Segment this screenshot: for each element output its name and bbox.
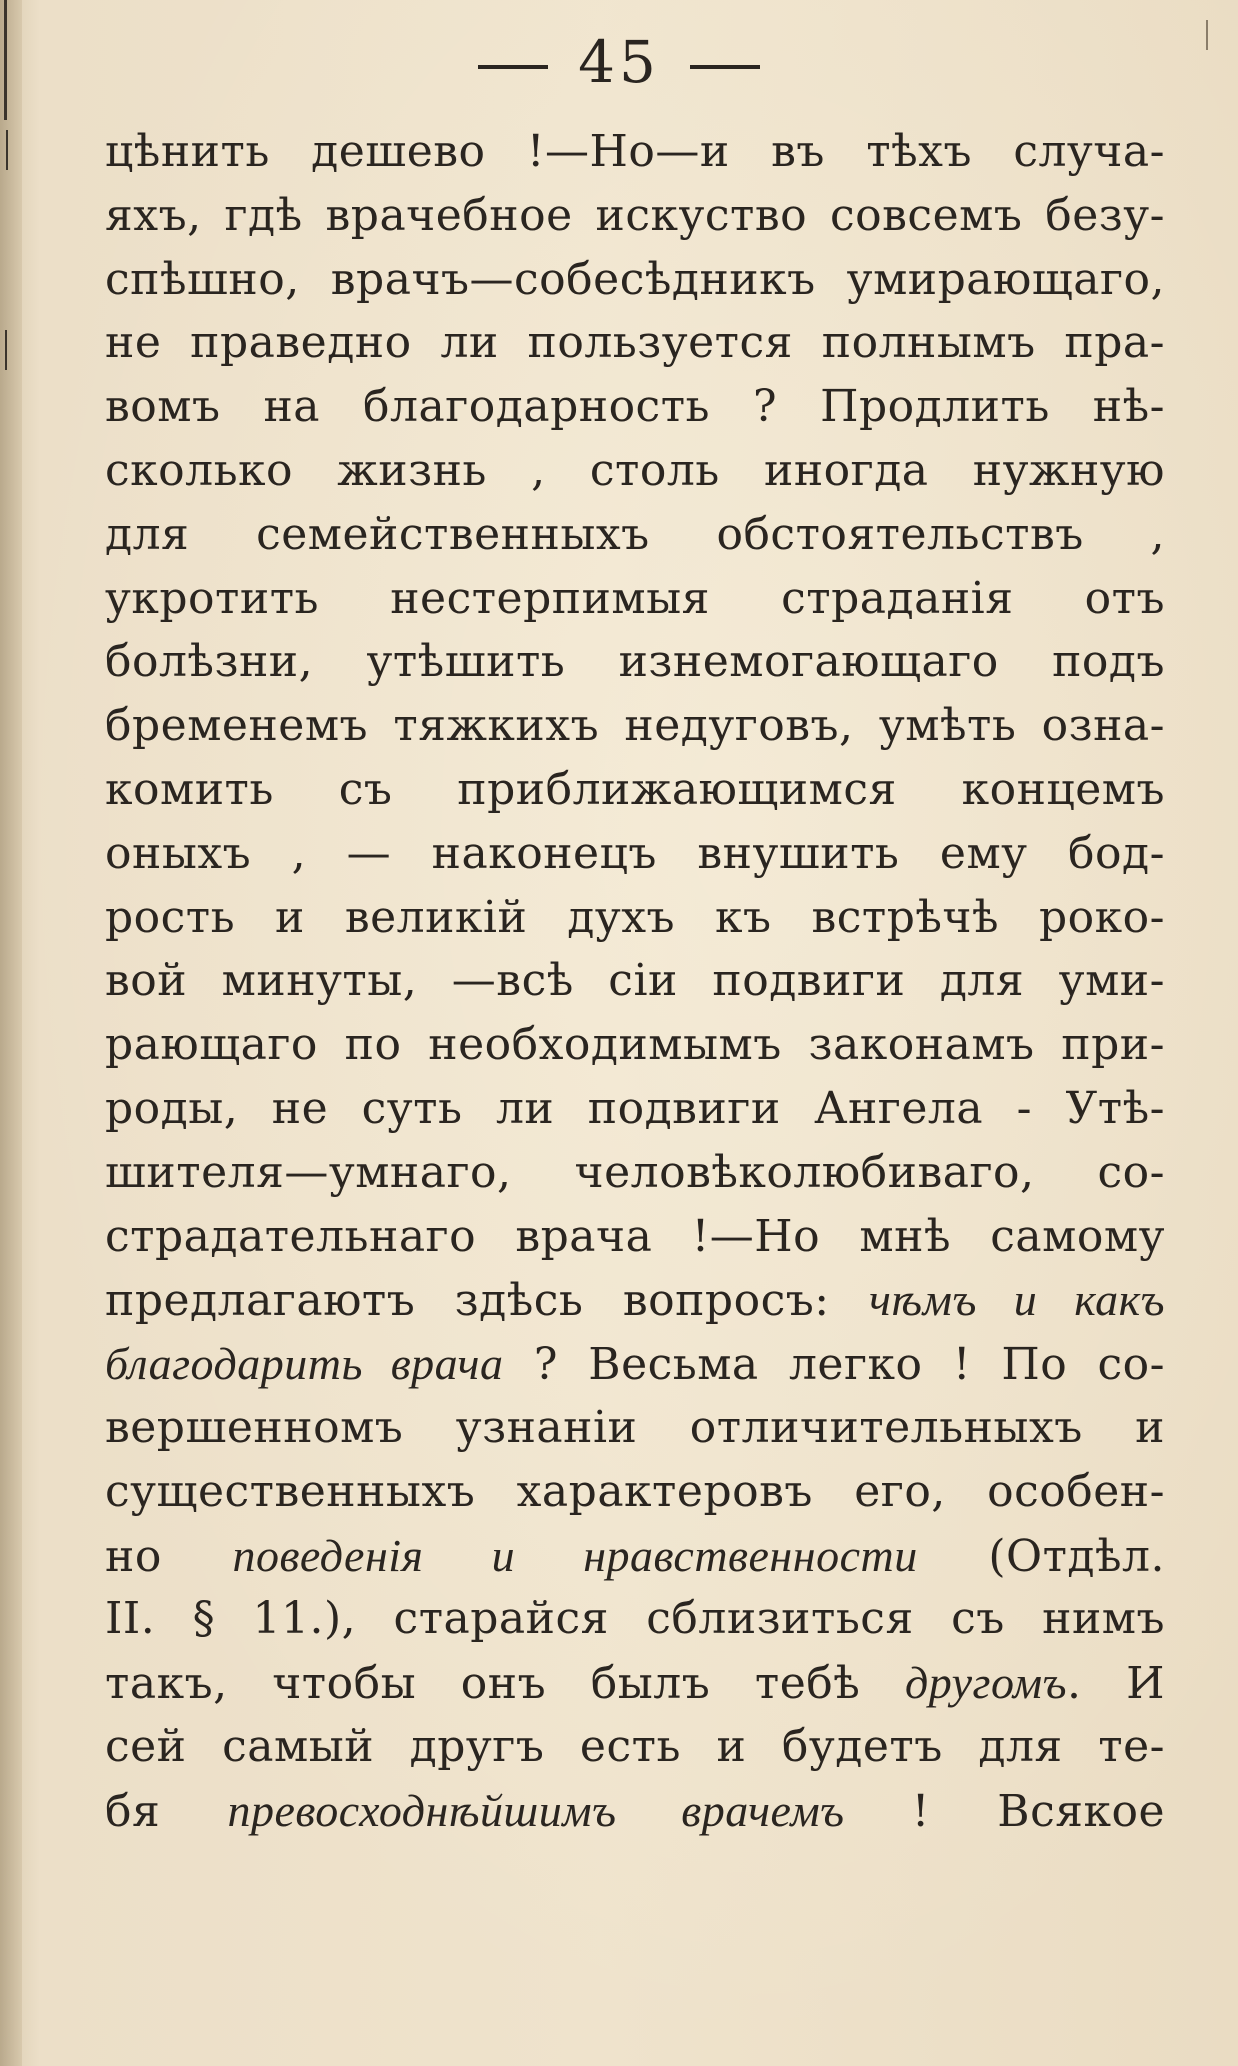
text-run: не праведно ли пользуется полнымъ пра- xyxy=(105,317,1165,369)
text-line xyxy=(105,822,1165,886)
text-line xyxy=(105,1141,1165,1205)
text-line xyxy=(105,375,1165,439)
text-line xyxy=(105,1205,1165,1269)
text-run: вой минуты, —всѣ сіи подвиги для уми- xyxy=(105,955,1165,1007)
italic-text-run: превосходнѣйшимъ врачемъ xyxy=(227,1784,845,1836)
text-run: оныхъ , — наконецъ внушить ему бод- xyxy=(105,827,1165,879)
text-line xyxy=(105,694,1165,758)
text-run: сколько жизнь , столь иногда нужную xyxy=(105,444,1165,496)
text-line xyxy=(105,1013,1165,1077)
text-line xyxy=(105,439,1165,503)
text-run: болѣзни, утѣшить изнемогающаго подъ xyxy=(105,636,1165,688)
text-run: бременемъ тяжкихъ недуговъ, умѣть озна- xyxy=(105,700,1165,752)
text-line xyxy=(105,1715,1165,1779)
text-line xyxy=(105,1524,1165,1588)
text-run: бя xyxy=(105,1785,228,1837)
body-text xyxy=(105,120,1165,1843)
text-run: для семейственныхъ обстоятельствъ , xyxy=(105,508,1165,560)
text-run: вомъ на благодарность ? Продлить нѣ- xyxy=(105,381,1165,433)
text-run: яхъ, гдѣ врачебное искуство совсемъ безу- xyxy=(105,189,1165,241)
text-line xyxy=(105,567,1165,631)
header-dash-left xyxy=(478,65,548,69)
page-header xyxy=(0,28,1238,96)
italic-text-run: чѣмъ и какъ xyxy=(868,1274,1166,1326)
text-line xyxy=(105,1268,1165,1332)
text-run: рающаго по необходимымъ законамъ при- xyxy=(105,1019,1165,1071)
text-run: ? Весьма легко ! По со- xyxy=(503,1339,1165,1391)
text-run: сей самый другъ есть и будетъ для те- xyxy=(105,1720,1165,1772)
text-line xyxy=(105,886,1165,950)
text-line xyxy=(105,1779,1165,1843)
text-run: ! Всякое xyxy=(844,1785,1166,1837)
text-line xyxy=(105,184,1165,248)
text-run: вершенномъ узнаніи отличительныхъ и xyxy=(105,1401,1165,1453)
text-run: существенныхъ характеровъ его, особен- xyxy=(105,1465,1165,1517)
text-run: шителя—умнаго, человѣколюбиваго, со- xyxy=(105,1146,1165,1198)
spine-ink-mark xyxy=(5,330,7,370)
text-line xyxy=(105,1460,1165,1524)
text-run: спѣшно, врачъ—собесѣдникъ умирающаго, xyxy=(105,253,1165,305)
text-run: укротить нестерпимыя страданія отъ xyxy=(105,572,1165,624)
text-line xyxy=(105,949,1165,1013)
text-line xyxy=(105,1396,1165,1460)
text-run: такъ, чтобы онъ былъ тебѣ xyxy=(105,1658,905,1710)
spine-ink-mark xyxy=(6,130,8,170)
text-run: предлагаютъ здѣсь вопросъ: xyxy=(105,1275,869,1327)
text-line xyxy=(105,630,1165,694)
text-line xyxy=(105,1332,1165,1396)
text-line xyxy=(105,503,1165,567)
italic-text-run: благодарить врача xyxy=(105,1338,504,1390)
page-number: 45 xyxy=(578,28,660,96)
text-run: страдательнаго врача !—Но мнѣ самому xyxy=(105,1210,1165,1262)
text-run: рость и великій духъ къ встрѣчѣ роко- xyxy=(105,891,1165,943)
text-run: (Отдѣл. xyxy=(917,1530,1165,1582)
book-spine-edge xyxy=(0,0,22,2066)
text-line xyxy=(105,311,1165,375)
italic-text-run: поведенія и нравственности xyxy=(232,1529,918,1581)
text-run: . И xyxy=(1066,1658,1166,1710)
text-line xyxy=(105,1077,1165,1141)
text-run: II. § 11.), старайся сблизиться съ нимъ xyxy=(105,1593,1165,1645)
text-line xyxy=(105,248,1165,312)
text-line xyxy=(105,758,1165,822)
header-dash-right xyxy=(690,65,760,69)
text-line xyxy=(105,1587,1165,1651)
text-run: комить съ приближающимся концемъ xyxy=(105,763,1165,815)
text-line xyxy=(105,120,1165,184)
text-run: роды, не суть ли подвиги Ангела - Утѣ- xyxy=(105,1082,1165,1134)
text-run: но xyxy=(105,1530,233,1582)
text-line xyxy=(105,1651,1165,1715)
text-run: цѣнить дешево !—Но—и въ тѣхъ случа- xyxy=(105,126,1165,177)
italic-text-run: другомъ xyxy=(904,1657,1067,1709)
